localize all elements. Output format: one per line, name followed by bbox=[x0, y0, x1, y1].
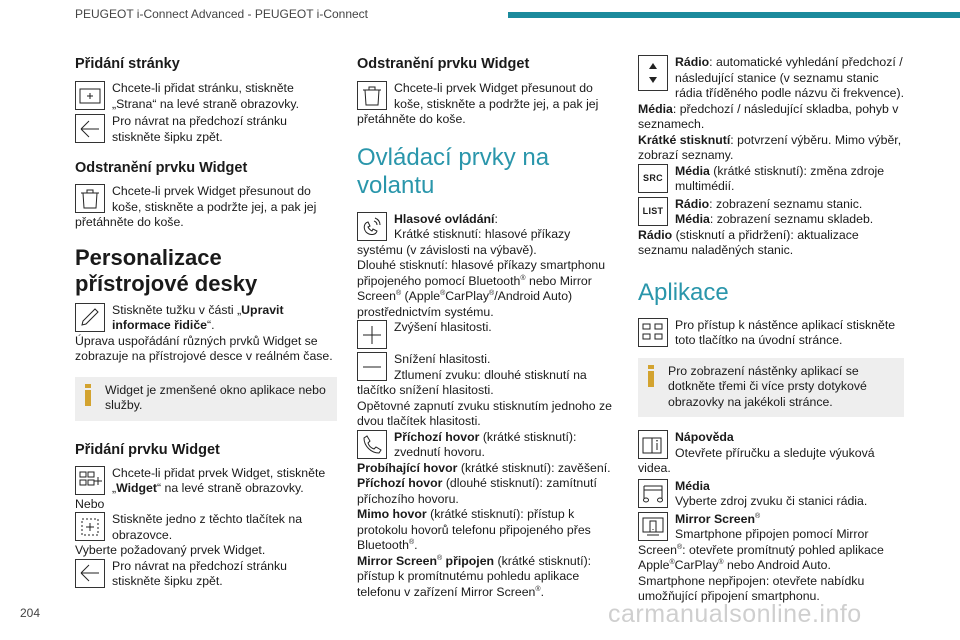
radio-row bbox=[638, 55, 904, 164]
heading-add-widget: Přidání prvku Widget bbox=[75, 441, 220, 458]
help-row bbox=[638, 430, 904, 477]
edit-text-c: Úprava uspořádání různých prvků Widget se zobrazuje na přístrojové desce v reálném čase. bbox=[75, 333, 333, 363]
heading-add-page: Přidání stránky bbox=[75, 56, 180, 72]
phone-text: Příchozí hovor (krátké stisknutí): zvednutí hovoru. Probíhající hovor (krátké stisknutí): zavěšení. Příchozí hovor (dlouhé stisknutí): zamítnutí příchozího hovoru. Mimo hovor (krátké stisknutí): přístup k protokolu hovorů telefonu připojeného přes Bluetooth®. Mirror Screen® připojen (krátké stisknutí): přístup k promítnutému pohledu aplikace telefonu v zařízení Mirror Screen®. bbox=[357, 429, 611, 599]
apps-grid-icon bbox=[638, 318, 668, 347]
phone-icon bbox=[357, 430, 387, 459]
radio-text: Rádio: automatické vyhledání předchozí / následující stanice (v seznamu stanic rádia tříděného podle názvu či frekvence). Média: předchozí / následující skladba, pohyb v seznamech. Krátké stisknutí: potvrzení výběru. Mimo výběr, zobrazí seznamy. bbox=[638, 55, 904, 162]
heading-remove-widget: Odstranění prvku Widget bbox=[75, 160, 248, 176]
info-box-apps: Pro zobrazení nástěnky aplikací se dotkněte třemi či více prsty dotykové obrazovky na jakékoli stránce. bbox=[638, 358, 904, 418]
nebo-text: Nebo bbox=[75, 496, 105, 511]
plus-icon bbox=[357, 320, 387, 349]
list-row bbox=[638, 197, 904, 259]
back-arrow-icon bbox=[75, 559, 105, 588]
remove-widget-text-2: Chcete-li prvek Widget přesunout do koše, stiskněte a podržte jej, a pak jej přetáhněte do koše. bbox=[357, 81, 599, 126]
select-widget-text: Vyberte požadovaný prvek Widget. bbox=[75, 543, 266, 557]
list-button-icon: LIST bbox=[638, 197, 668, 226]
pencil-icon bbox=[75, 303, 105, 332]
heading-personalize: Personalizace přístrojové desky bbox=[75, 244, 258, 296]
watermark: carmanualsonline.info bbox=[608, 600, 862, 628]
column-2 bbox=[357, 55, 619, 600]
press-button-text: Stiskněte jedno z těchto tlačítek na obrazovce. bbox=[112, 512, 303, 542]
vol-up-text: Zvýšení hlasitosti. bbox=[394, 320, 492, 334]
back-arrow-icon bbox=[75, 114, 105, 143]
trash-icon bbox=[357, 81, 387, 110]
add-page-row bbox=[75, 81, 337, 112]
back-text-1: Pro návrat na předchozí stránku stiskněte šipku zpět. bbox=[112, 114, 287, 144]
apps-row bbox=[638, 318, 904, 349]
help-text: Nápověda Otevřete příručku a sledujte výuková videa. bbox=[638, 430, 875, 475]
voice-row bbox=[357, 212, 619, 321]
src-text: Média (krátké stisknutí): změna zdroje multimédií. bbox=[675, 163, 885, 193]
vol-down-row bbox=[357, 352, 619, 430]
remove-widget-row-2 bbox=[357, 81, 619, 128]
book-info-icon bbox=[638, 430, 668, 459]
back-row-1 bbox=[75, 114, 337, 145]
media-text: Média Vyberte zdroj zvuku či stanici rádia. bbox=[675, 478, 868, 508]
running-header: PEUGEOT i-Connect Advanced - PEUGEOT i-Connect bbox=[75, 7, 369, 21]
music-note-icon bbox=[638, 479, 668, 508]
minus-icon bbox=[357, 352, 387, 381]
add-widget-row bbox=[75, 466, 337, 513]
apps-text: Pro přístup k nástěnce aplikací stiskněte toto tlačítko na úvodní stránce. bbox=[675, 317, 896, 347]
info-icon bbox=[84, 384, 92, 404]
mirror-text: Mirror Screen® Smartphone připojen pomocí Mirror Screen®: otevřete promítnutý pohled aplikace Apple®CarPlay® nebo Android Auto. Smartphone nepřipojen: otevřete nabídku umožňující připojení smartphonu. bbox=[638, 511, 884, 603]
press-button-row bbox=[75, 512, 337, 559]
vol-up-row bbox=[357, 320, 619, 350]
back-row-2 bbox=[75, 559, 337, 590]
edit-text: Stiskněte tužku v části „Upravit informace řidiče“. bbox=[112, 302, 284, 332]
voice-text: Hlasové ovládání: Krátké stisknutí: hlasové příkazy systému (v závislosti na výbavě). Dlouhé stisknutí: hlasové příkazy smartphonu připojeného pomocí Bluetooth® nebo Mirror Screen® (Apple®CarPlay®/Android Auto) prostřednictvím systému. bbox=[357, 211, 606, 319]
vol-down-text: Snížení hlasitosti. Ztlumení zvuku: dlouhé stisknutí na tlačítko snížení hlasitosti. Opětovné zapnutí zvuku stisknutím jednoho ze dvou tlačítek hlasitosti. bbox=[357, 352, 612, 428]
back-text-2: Pro návrat na předchozí stránku stiskněte šipku zpět. bbox=[112, 558, 287, 588]
heading-remove-widget-2: Odstranění prvku Widget bbox=[357, 56, 530, 72]
phone-row bbox=[357, 430, 619, 601]
header-accent-bar bbox=[508, 12, 960, 18]
media-row bbox=[638, 479, 904, 510]
add-dashed-icon bbox=[75, 512, 105, 541]
page-number: 204 bbox=[20, 606, 41, 620]
column-3 bbox=[638, 55, 904, 605]
mirror-screen-icon bbox=[638, 512, 668, 541]
add-page-icon bbox=[75, 81, 105, 110]
up-down-arrows-icon bbox=[638, 55, 668, 91]
info-box-widget: Widget je zmenšené okno aplikace nebo služby. bbox=[75, 377, 337, 421]
heading-steering-controls: Ovládací prvky na volantu bbox=[357, 143, 550, 199]
src-row bbox=[638, 164, 904, 195]
remove-widget-row bbox=[75, 184, 337, 231]
mirror-row bbox=[638, 512, 904, 605]
src-button-icon: SRC bbox=[638, 164, 668, 193]
info-icon bbox=[647, 365, 655, 385]
list-text: Rádio: zobrazení seznamu stanic. Média: zobrazení seznamu skladeb. Rádio (stisknutí a přidržení): aktualizace seznamu naladěných stanic. bbox=[638, 196, 874, 257]
column-1 bbox=[75, 55, 337, 590]
edit-row bbox=[75, 303, 337, 365]
widget-grid-icon bbox=[75, 466, 105, 495]
remove-widget-text: Chcete-li prvek Widget přesunout do koše, stiskněte a podržte jej, a pak jej přetáhněte do koše. bbox=[75, 184, 317, 229]
add-page-text: Chcete-li přidat stránku, stiskněte „Strana“ na levé straně obrazovky. bbox=[112, 81, 300, 111]
add-widget-text: Chcete-li přidat prvek Widget, stiskněte „Widget“ na levé straně obrazovky. bbox=[112, 465, 326, 495]
trash-icon bbox=[75, 184, 105, 213]
heading-apps: Aplikace bbox=[638, 278, 729, 306]
voice-command-icon bbox=[357, 212, 387, 241]
